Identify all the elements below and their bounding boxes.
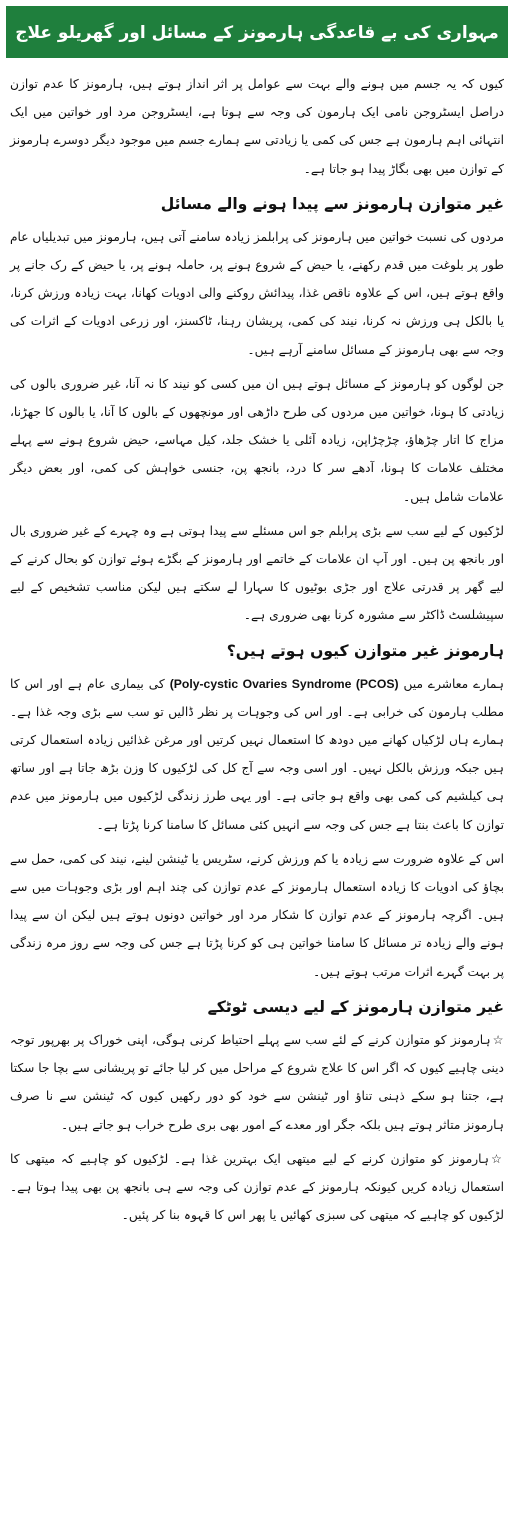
problems-paragraph-1: مردوں کی نسبت خواتین میں ہارمونز کی پرابلمز زیادہ سامنے آتی ہیں، ہارمونز میں تبدیلیاں عام طور پر بلوغت میں قدم رکھنے، یا حیض کے شروع ہونے پر، حاملہ ہونے پر، یا حیض کے رک جانے پر واقع ہوتے ہیں، اس کے علاوہ ناقص غذا، پیدائش روکنے والی ادویات کھانا، بہت زیادہ ورزش کرنا، یا بالکل ہی ورزش نہ کرنا، نیند کی کمی، پریشان رہنا، ٹاکسنز، اور زرعی ادویات کے اثرات کی وجہ سے بھی ہارمونز کے مسائل سامنے آرہے ہیں۔	[10, 229, 504, 357]
section-heading-problems: غیر متوازن ہارمونز سے پیدا ہونے والے مسائل	[160, 194, 504, 213]
causes-text-before: ہمارے معاشرے میں	[403, 676, 505, 691]
causes-text-after: کی بیماری عام ہے اور اس کا مطلب ہارمون کی خرابی ہے۔ اور اس کی وجوہات پر نظر ڈالیں تو سب سے بڑی وجہ غذا ہے۔ ہمارے ہاں لڑکیاں کھانے میں دودھ کا استعمال نہیں کرتیں اور مرغن غذائیں زیادہ استعمال کرتی ہیں جبکہ ورزش بالکل نہیں۔ اور اسی وجہ سے آج کل کی لڑکیوں کا وزن بڑھ جاتا ہے اور ساتھ ہی کیلشیم کی کمی بھی واقع ہو جاتی ہے۔ اور یہی طرز زندگی لڑکیوں میں ہارمونز میں عدم توازن کا باعث بنتا ہے جس کی وجہ سے انہیں کئی مسائل کا سامنا کرنا پڑتا ہے۔	[10, 676, 504, 832]
remedy-tip-1	[10, 1026, 504, 1139]
causes-paragraph-2: اس کے علاوہ ضرورت سے زیادہ یا کم ورزش کرنے، سٹریس یا ٹینشن لینے، نیند کی کمی، حمل سے بچاؤ کی ادویات کا زیادہ استعمال ہارمونز کے عدم توازن کی چند اہم اور بڑی وجوہات میں سے ہیں۔ اگرچہ ہارمونز کے عدم توازن کا شکار مرد اور خواتین دونوں ہوتے ہیں لیکن ان سے پیدا ہونے والے زیادہ تر مسائل کا سامنا خواتین ہی کو کرنا پڑتا ہے جس کی وجہ سے روز مرہ زندگی پر بہت گہرے اثرات مرتب ہوتے ہیں۔	[10, 851, 504, 979]
pcos-term: (Poly-cystic Ovaries Syndrome (PCOS)	[169, 676, 399, 691]
remedy-tip-2	[10, 1145, 504, 1230]
problems-paragraph-2: جن لوگوں کو ہارمونز کے مسائل ہوتے ہیں ان میں کسی کو نیند کا نہ آنا، غیر ضروری بالوں کی زیادتی کا ہونا، خواتین میں مردوں کی طرح داڑھی اور مونچھوں کے بالوں کا آنا، یا بالوں کا جھڑنا، مزاج کا اتار چڑھاؤ، چڑچڑاپن، زیادہ آئلی یا خشک جلد، کیل مہاسے، حیض شروع ہونے سے پہلے مختلف علامات کا ہونا، آدھے سر کا درد، بانجھ پن، جنسی خواہش کی کمی، اور بعض دیگر علامات شامل ہیں۔	[10, 376, 504, 504]
remedy-tip-2-text: ہارمونز کو متوازن کرنے کے لیے میتھی ایک بہترین غذا ہے۔ لڑکیوں کو چاہیے کہ میتھی کا استعمال زیادہ کریں کیونکہ ہارمونز کے عدم توازن کی وجہ سے ہی بانجھ پن بھی پیدا ہوتا ہے۔ لڑکیوں کو چاہیے کہ میتھی کی سبزی کھائیں یا پھر اس کا قہوہ بنا کر پئیں۔	[10, 1151, 504, 1223]
section-heading-causes: ہارمونز غیر متوازن کیوں ہوتے ہیں؟	[226, 641, 504, 660]
remedy-tip-1-text: ہارمونز کو متوازن کرنے کے لئے سب سے پہلے احتیاط کرنی ہوگی، اپنی خوراک پر بھرپور توجہ دینی چاہیے کیوں کہ اگر اس کا علاج شروع کے مراحل میں کر لیا جائے تو پریشانی سے بچا جا سکتا ہے، جتنا ہو سکے ذہنی تناؤ اور ٹینشن سے خود کو دور رکھیں کیوں کہ ٹینشن سے نا صرف ہارمونز متاثر ہوتے ہیں بلکہ جگر اور معدے کے امور بھی بری طرح خراب ہو جاتے ہیں۔	[10, 1032, 504, 1132]
article-title: مہواری کی بے قاعدگی ہارمونز کے مسائل اور گھریلو علاج	[15, 22, 499, 43]
section-heading-remedies: غیر متوازن ہارمونز کے لیے دیسی ٹوٹکے	[207, 997, 504, 1016]
star-bullet-icon: ☆	[491, 1151, 504, 1166]
intro-paragraph: کیوں کہ یہ جسم میں ہونے والے بہت سے عوامل پر اثر انداز ہوتے ہیں، ہارمونز کا عدم توازن دراصل ایسٹروجن نامی ایک ہارمون کی وجہ سے ہوتا ہے، ایسٹروجن مرد اور خواتین میں ایک انتہائی اہم ہارمون ہے جس کی کمی یا زیادتی سے ہمارے جسم میں موجود دیگر دوسرے ہارمونز کے توازن میں بھی بگاڑ پیدا ہو جاتا ہے۔	[10, 77, 504, 176]
problems-paragraph-3: لڑکیوں کے لیے سب سے بڑی پرابلم جو اس مسئلے سے پیدا ہوتی ہے وہ چہرے کے غیر ضروری بال اور بانجھ پن ہیں۔ اور آپ ان علامات کے خاتمے اور ہارمونز کے بگڑے ہوئے توازن کو بحال کرنے کے لیے گھر پر قدرتی علاج اور جڑی بوٹیوں کا سہارا لے سکتے ہیں لیکن مناسب تشخیص کے لیے سپیشلسٹ ڈاکٹر سے مشورہ کرنا بھی ضروری ہے۔	[10, 523, 504, 623]
title-banner	[6, 6, 508, 58]
causes-paragraph-1	[10, 670, 504, 839]
star-bullet-icon: ☆	[492, 1032, 504, 1047]
